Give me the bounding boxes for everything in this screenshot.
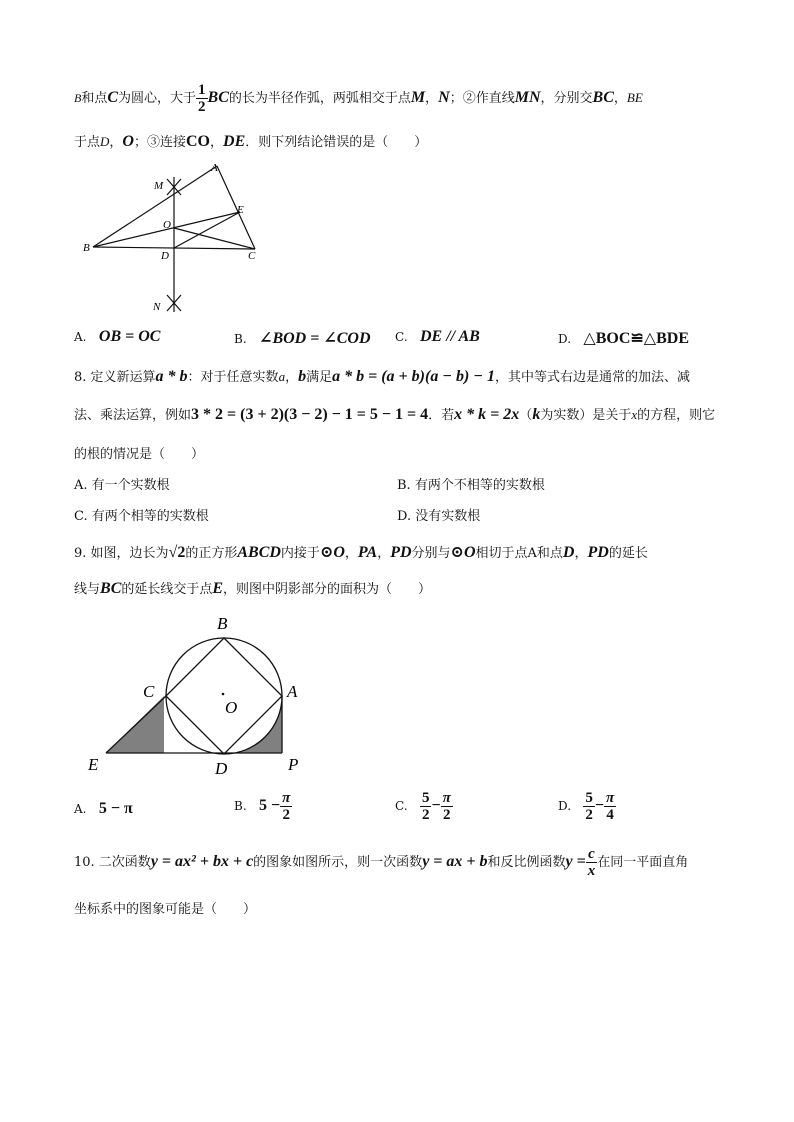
q8-line1: 8. 定义新运算a * b：对于任意实数a，b满足a * b = (a + b)(a − b) − 1，其中等式右边是通常的加法、减 <box>74 368 691 385</box>
label-B: B <box>83 242 90 254</box>
segment-CO <box>174 228 255 249</box>
q8-option-d[interactable]: D. 没有实数根 <box>397 509 481 524</box>
q9-line2: 线与BC的延长线交于点E，则图中阴影部分的面积为（ ） <box>74 580 432 597</box>
q9-line1: 9. 如图，边长为√2的正方形ABCD内接于⊙O，PA，PD分别与⊙O相切于点A和点D，PD的延长 <box>74 544 648 561</box>
label-C: C <box>248 250 256 262</box>
q9-option-a[interactable]: A. 5 − π <box>74 800 133 817</box>
q9-option-c[interactable]: C. $\frac{5}{2}$ − $\frac{\pi}{2}$ <box>395 790 451 823</box>
q8-option-b[interactable]: B. 有两个不相等的实数根 <box>397 478 545 493</box>
label-D: D <box>215 759 228 778</box>
q8-line3: 的根的情况是（ ） <box>74 447 205 462</box>
q7-line2: 于点D，O；③连接CO，DE．则下列结论错误的是（ ） <box>74 133 428 150</box>
label-A: A <box>211 162 218 174</box>
q8-option-a[interactable]: A. 有一个实数根 <box>74 478 170 493</box>
label-B: B <box>217 614 228 633</box>
q9-figure <box>80 608 320 783</box>
label-D: D <box>161 250 169 262</box>
q7-option-b[interactable]: B. ∠BOD = ∠COD <box>234 330 371 347</box>
segment-AC <box>217 166 255 249</box>
label-E: E <box>237 204 244 216</box>
label-P: P <box>288 755 299 774</box>
circle-O <box>166 638 282 754</box>
q8-line2: 法、乘法运算，例如3 * 2 = (3 + 2)(3 − 2) − 1 = 5 − 1 = 4．若x * k = 2x（k为实数）是关于x的方程，则它 <box>74 406 716 423</box>
label-O: O <box>225 698 238 717</box>
q7-option-d[interactable]: D. △BOC≌△BDE <box>558 330 690 347</box>
label-M: M <box>154 180 164 192</box>
q7-half-fraction: $\frac{1}{2}$ <box>198 82 206 115</box>
q10-line2: 坐标系中的图象可能是（ ） <box>74 902 257 917</box>
q9-option-d[interactable]: D. $\frac{5}{2}$ − $\frac{\pi}{4}$ <box>558 790 615 823</box>
q7-option-c[interactable]: C. DE // AB <box>395 328 480 345</box>
center-dot <box>222 693 225 696</box>
label-E: E <box>88 755 99 774</box>
label-C: C <box>143 682 155 701</box>
q7-option-a[interactable]: A. OB = OC <box>74 328 161 345</box>
q7-figure <box>80 155 270 320</box>
label-O: O <box>163 219 171 231</box>
q9-option-b[interactable]: B. 5 − $\frac{\pi}{2}$ <box>234 790 291 823</box>
q7-line1: B和点C为圆心，大于 $\frac{1}{2}$ BC的长为半径作弧，两弧相交于点M，N；②作直线MN，分别交BC，BE <box>74 82 643 115</box>
q8-option-c[interactable]: C. 有两个相等的实数根 <box>74 509 209 524</box>
label-A: A <box>287 682 298 701</box>
label-N: N <box>153 301 161 313</box>
q10-line1: 10. 二次函数y = ax² + bx + c的图象如图所示，则一次函数y = ax + b和反比例函数y = $\frac{c}{x}$ 在同一平面直角 <box>74 846 689 879</box>
